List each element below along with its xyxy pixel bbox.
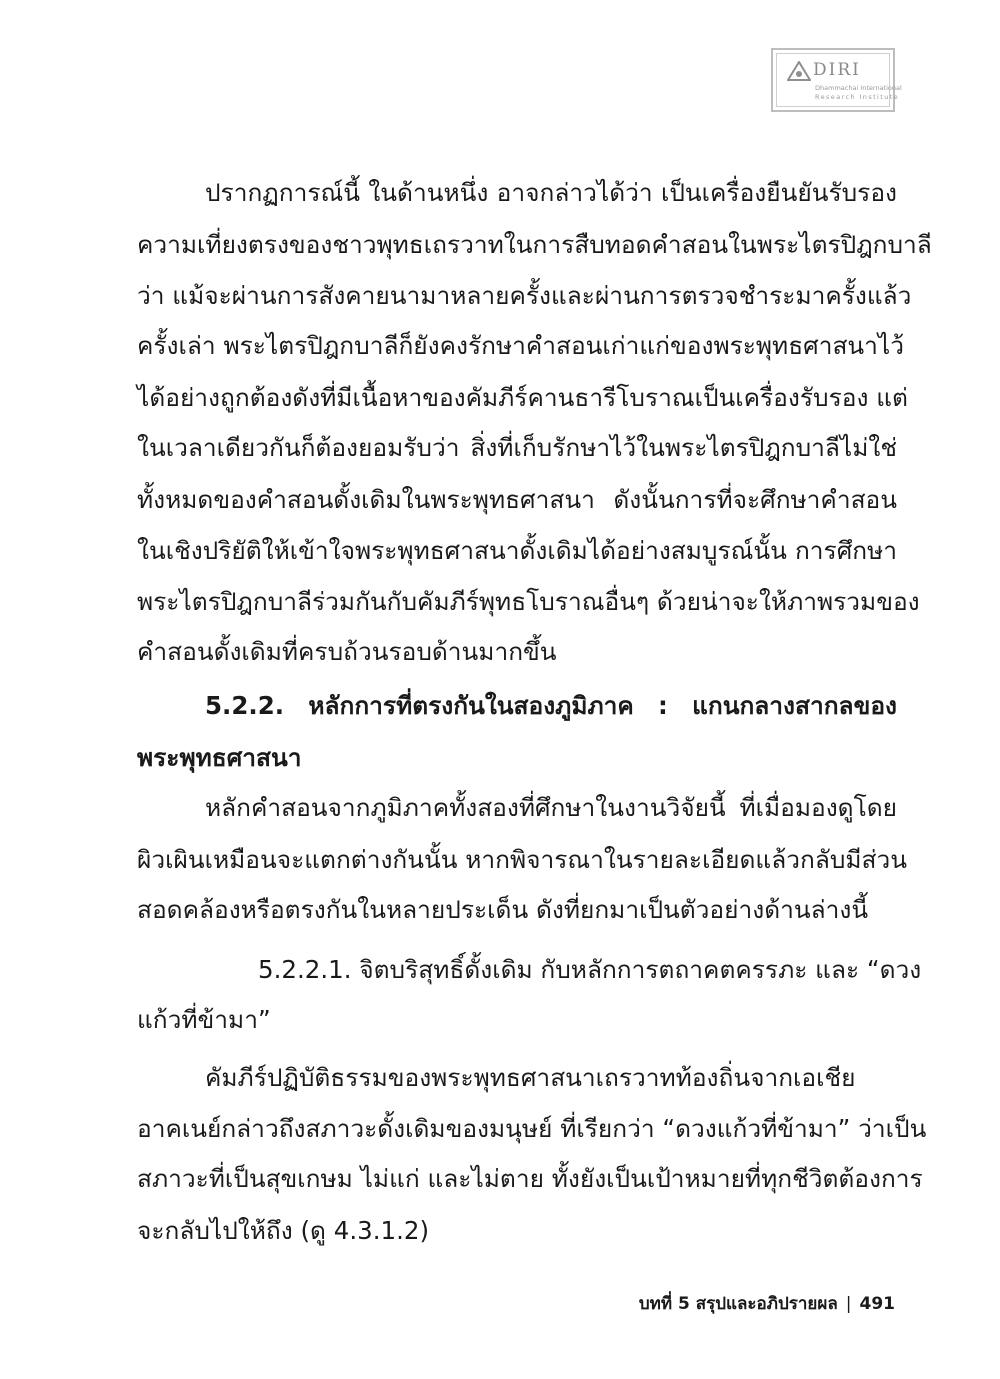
text-line: อาคเนย์กล่าวถึงสภาวะดั้งเดิมของมนุษย์ ที่เรียกว่า “ดวงแก้วที่ข้ามา” ว่าเป็น [137, 1114, 927, 1143]
text-line: ทั้งหมดของคำสอนดั้งเดิมในพระพุทธศาสนา ดังนั้นการที่จะศึกษาคำสอน [137, 485, 897, 514]
text-line: สอดคล้องหรือตรงกันในหลายประเด็น ดังที่ยกมาเป็นตัวอย่างด้านล่างนี้ [137, 895, 869, 924]
text-line: ผิวเผินเหมือนจะแตกต่างกันนั้น หากพิจารณาในรายละเอียดแล้วกลับมีส่วน [137, 845, 908, 874]
text-line: ได้อย่างถูกต้องดังที่มีเนื้อหาของคัมภีร์คานธารีโบราณเป็นเครื่องรับรอง แต่ [137, 383, 908, 412]
page-footer [639, 1290, 895, 1317]
triangle-logo-icon [787, 61, 811, 81]
text-line: ครั้งเล่า พระไตรปิฎกบาลีก็ยังคงรักษาคำสอนเก่าแก่ของพระพุทธศาสนาไว้ [137, 331, 905, 360]
text-line: ปรากฏการณ์นี้ ในด้านหนึ่ง อาจกล่าวได้ว่า เป็นเครื่องยืนยันรับรอง [205, 178, 897, 207]
diri-logo [771, 48, 902, 112]
logo-wordmark: DIRI [813, 60, 861, 80]
text-line: คัมภีร์ปฏิบัติธรรมของพระพุทธศาสนาเถรวาทท้องถิ่นจากเอเชีย [205, 1063, 856, 1092]
logo-subtitle-2: Research Institute [815, 93, 900, 101]
text-line: ว่า แม้จะผ่านการสังคายนามาหลายครั้งและผ่านการตรวจชำระมาครั้งแล้ว [137, 281, 912, 310]
logo-subtitle-1: Dhammachai International [815, 84, 902, 92]
subheading-line: 5.2.2.1. จิตบริสุทธิ์ดั้งเดิม กับหลักการตถาคตครรภะ และ “ดวง [258, 955, 922, 984]
heading-line: 5.2.2. หลักการที่ตรงกันในสองภูมิภาค : แกนกลางสากลของ [205, 691, 897, 720]
heading-line: พระพุทธศาสนา [137, 743, 302, 772]
text-line: ในเวลาเดียวกันก็ต้องยอมรับว่า สิ่งที่เก็บรักษาไว้ในพระไตรปิฎกบาลีไม่ใช่ [137, 433, 897, 462]
text-line: พระไตรปิฎกบาลีร่วมกันกับคัมภีร์พุทธโบราณอื่นๆ ด้วยน่าจะให้ภาพรวมของ [137, 587, 920, 616]
footer-separator: | [845, 1294, 852, 1314]
text-line: จะกลับไปให้ถึง (ดู 4.3.1.2) [137, 1216, 430, 1245]
subheading-line: แก้วที่ข้ามา” [137, 1005, 271, 1034]
text-line: หลักคำสอนจากภูมิภาคทั้งสองที่ศึกษาในงานวิจัยนี้ ที่เมื่อมองดูโดย [205, 793, 897, 822]
text-line: ความเที่ยงตรงของชาวพุทธเถรวาทในการสืบทอดคำสอนในพระไตรปิฎกบาลี [137, 230, 932, 259]
text-line: ในเชิงปริยัติให้เข้าใจพระพุทธศาสนาดั้งเดิมได้อย่างสมบูรณ์นั้น การศึกษา [137, 536, 897, 565]
page-number: 491 [859, 1294, 895, 1314]
text-line: สภาวะที่เป็นสุขเกษม ไม่แก่ และไม่ตาย ทั้งยังเป็นเป้าหมายที่ทุกชีวิตต้องการ [137, 1164, 923, 1193]
text-line: คำสอนดั้งเดิมที่ครบถ้วนรอบด้านมากขึ้น [137, 637, 557, 666]
chapter-title: บทที่ 5 สรุปและอภิปรายผล [638, 1294, 838, 1314]
